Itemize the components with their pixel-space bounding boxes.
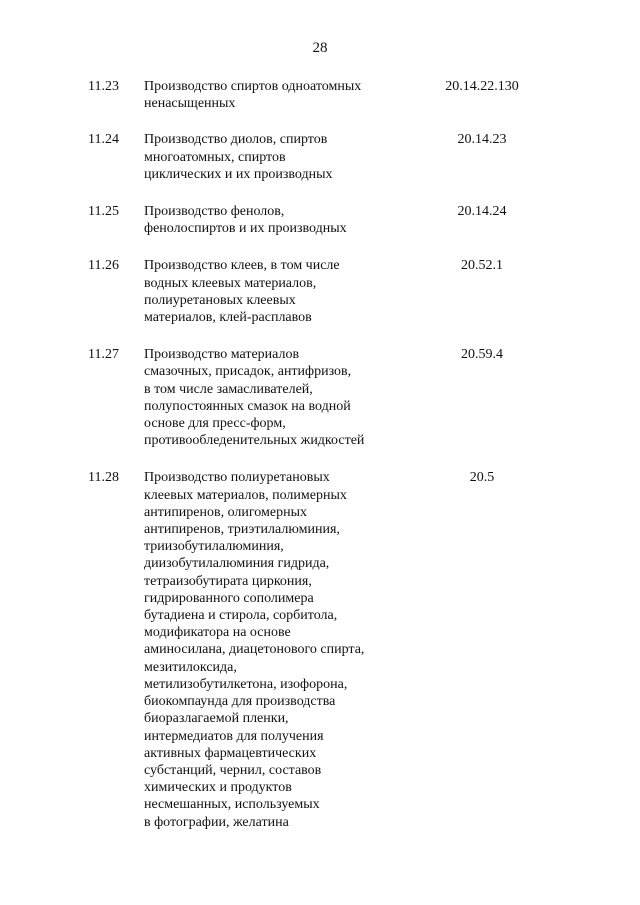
- row-number: 11.23: [88, 79, 119, 94]
- row-okved-code: 20.14.22.130: [445, 79, 519, 94]
- table-row: [0, 131, 640, 183]
- row-number: 11.28: [88, 470, 119, 486]
- table-row: [0, 257, 640, 326]
- row-activity-name: Производство фенолов, фенолоспиртов и их производных: [144, 204, 347, 237]
- row-okved-code: 20.52.1: [461, 258, 503, 274]
- row-activity-name: Производство клеев, в том числе водных клеевых материалов, полиуретановых клеевых материалов, клей-расплавов: [144, 258, 340, 326]
- page-number: 28: [312, 40, 328, 56]
- row-activity-name: Производство спиртов одноатомных ненасыщенных: [144, 79, 362, 112]
- row-okved-code: 20.14.24: [457, 204, 507, 220]
- table-row: [0, 78, 640, 112]
- table-row: [0, 469, 640, 830]
- activity-table: [0, 78, 640, 831]
- row-okved-code: 20.5: [469, 470, 495, 486]
- row-number: 11.25: [88, 204, 119, 220]
- row-activity-name: Производство полиуретановых клеевых материалов, полимерных антипиренов, олигомерных антипиренов, триэтилалюминия, триизобутилалюминия, диизобутилалюминия гидрида, тетраизобутирата циркония, гидрированного сополимера бутадиена и стирола, сорбитола, модификатора на основе аминосилана, диацетонового спирта, мезитилоксида, метилизобутилкетона, изофорона, биокомпаунда для производства биоразлагаемой пленки, интермедиатов для получения активных фармацевтических субстанций, чернил, составов химических и продуктов несмешанных, используемых в фотографии, желатина: [144, 470, 365, 830]
- row-number: 11.27: [88, 347, 119, 363]
- row-okved-code: 20.14.23: [457, 132, 507, 148]
- row-number: 11.26: [88, 258, 119, 274]
- row-number: 11.24: [88, 132, 119, 148]
- table-row: [0, 346, 640, 449]
- table-row: [0, 203, 640, 237]
- row-activity-name: Производство диолов, спиртов многоатомных, спиртов циклических и их производных: [144, 132, 333, 182]
- row-activity-name: Производство материалов смазочных, присадок, антифризов, в том числе замасливателей, полупостоянных смазок на водной основе для пресс-форм, противообледенительных жидкостей: [144, 347, 365, 449]
- row-okved-code: 20.59.4: [461, 347, 503, 363]
